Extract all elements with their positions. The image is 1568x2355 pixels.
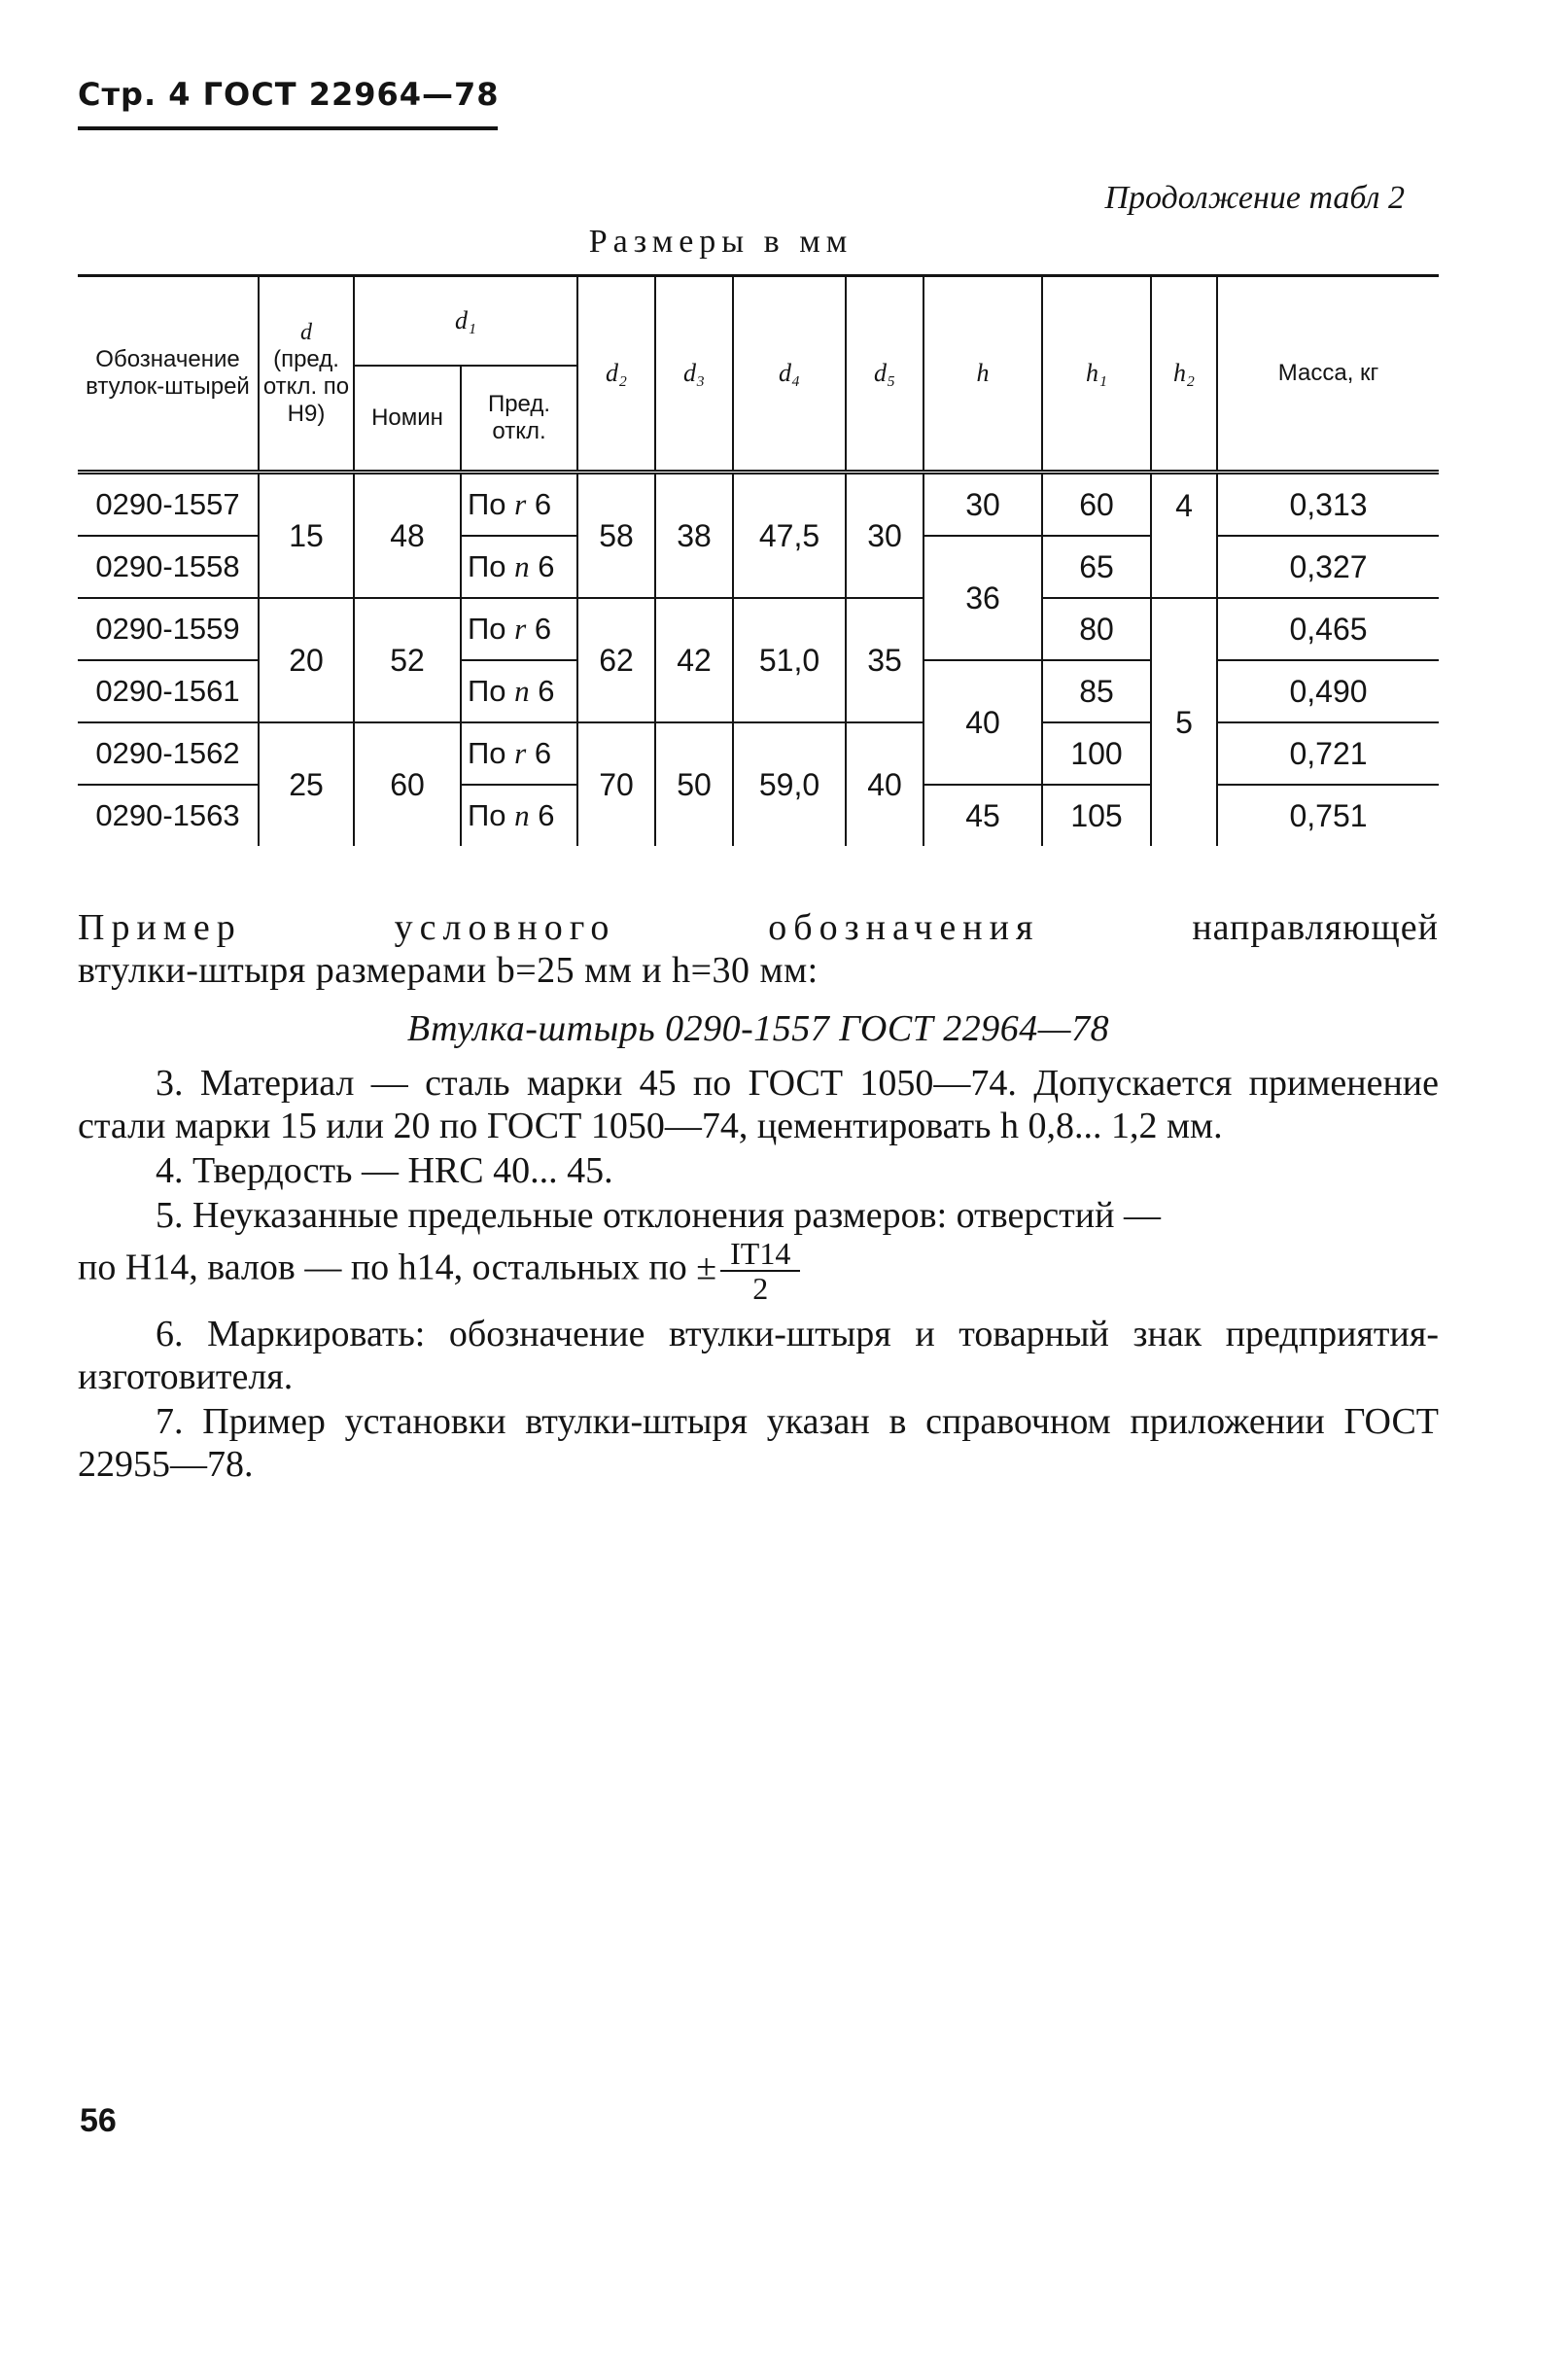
dev-number: 6: [534, 612, 552, 646]
dev-letter: r: [514, 487, 527, 521]
dev-letter: n: [514, 798, 530, 832]
mass-cell: 0,490: [1217, 660, 1439, 722]
dev-prefix: По: [468, 612, 506, 646]
d4-cell: 51,0: [733, 598, 846, 722]
example-line-2: втулки-штыря размерами b=25 мм и h=30 мм:: [78, 950, 819, 991]
d-cell: 25: [259, 722, 354, 846]
item-material: 3. Материал — сталь марки 45 по ГОСТ 1050—74. Допускается применение стали марки 15 или 20 по ГОСТ 1050—74, цементировать h 0,8... 1,2 мм.: [78, 1063, 1439, 1146]
table-row: [78, 473, 1439, 537]
d5-cell: 30: [846, 473, 923, 599]
page-header: Стр. 4 ГОСТ 22964—78: [78, 76, 500, 113]
requirements-list: [78, 1062, 1439, 1488]
d1-nominal-cell: 52: [354, 598, 461, 722]
mass-cell: 0,751: [1217, 785, 1439, 846]
example-word: направляющей: [1192, 907, 1439, 948]
designation-example: [78, 906, 1439, 1050]
designation-cell: 0290-1558: [78, 536, 259, 598]
d1-deviation-cell: [461, 536, 577, 598]
h-cell: 45: [923, 785, 1042, 846]
dev-prefix: По: [468, 549, 506, 583]
mass-cell: 0,465: [1217, 598, 1439, 660]
dev-letter: n: [514, 549, 530, 583]
example-word: обозначения: [768, 907, 1040, 948]
dev-number: 6: [534, 487, 552, 521]
header-d-note: (пред. откл. по H9): [262, 346, 350, 427]
d1-deviation-cell: [461, 598, 577, 660]
header-d-symbol: d: [300, 319, 312, 345]
d3-cell: 38: [655, 473, 733, 599]
d1-deviation-cell: [461, 660, 577, 722]
fraction-numerator: IT14: [720, 1237, 800, 1272]
tolerances-line-1: 5. Неуказанные предельные отклонения размеров: отверстий —: [156, 1195, 1161, 1236]
item-tolerances-cont: [78, 1237, 1439, 1305]
fraction: [720, 1237, 800, 1305]
h-cell: 40: [923, 660, 1042, 785]
dev-prefix: По: [468, 674, 506, 708]
dev-prefix: По: [468, 798, 506, 832]
designation-cell: 0290-1557: [78, 473, 259, 537]
h-cell: 30: [923, 473, 1042, 537]
dev-prefix: По: [468, 736, 506, 770]
header-d: [259, 276, 354, 473]
d4-cell: 47,5: [733, 473, 846, 599]
header-h: h: [923, 276, 1042, 473]
designation-cell: 0290-1559: [78, 598, 259, 660]
example-word: Пример: [78, 907, 242, 948]
d-cell: 15: [259, 473, 354, 599]
designation-cell: 0290-1562: [78, 722, 259, 785]
example-line-1: [78, 906, 1439, 949]
h1-cell: 80: [1042, 598, 1151, 660]
d2-cell: 58: [577, 473, 655, 599]
dimensions-table: [78, 274, 1439, 846]
designation-cell: 0290-1561: [78, 660, 259, 722]
d3-cell: 50: [655, 722, 733, 846]
example-designation-code: Втулка-штырь 0290-1557 ГОСТ 22964—78: [406, 1008, 1110, 1049]
h1-cell: 85: [1042, 660, 1151, 722]
header-h1: h₁: [1042, 276, 1151, 473]
h1-cell: 60: [1042, 473, 1151, 537]
d1-deviation-cell: [461, 722, 577, 785]
dev-number: 6: [538, 798, 555, 832]
dev-number: 6: [534, 736, 552, 770]
h2-cell: 4: [1151, 473, 1217, 599]
d1-deviation-cell: [461, 785, 577, 846]
h1-cell: 100: [1042, 722, 1151, 785]
h2-cell: 5: [1151, 598, 1217, 846]
header-d4: d₄: [733, 276, 846, 473]
units-label: [0, 224, 1568, 261]
header-d5: d₅: [846, 276, 923, 473]
header-d1-nominal: Номин: [354, 366, 461, 473]
h1-cell: 105: [1042, 785, 1151, 846]
table-row: [78, 598, 1439, 660]
dev-number: 6: [538, 549, 555, 583]
tolerances-line-2: по H14, валов — по h14, остальных по ±: [78, 1247, 717, 1288]
item-hardness: 4. Твердость — HRC 40... 45.: [156, 1150, 613, 1191]
header-rule: [78, 126, 498, 130]
dev-letter: n: [514, 674, 530, 708]
mass-cell: 0,313: [1217, 473, 1439, 537]
mass-cell: 0,721: [1217, 722, 1439, 785]
designation-cell: 0290-1563: [95, 798, 240, 832]
page-number: 56: [80, 2102, 117, 2139]
item-installation: 7. Пример установки втулки-штыря указан в справочном приложении ГОСТ 22955—78.: [78, 1401, 1439, 1485]
d2-cell: 62: [577, 598, 655, 722]
item-tolerances: [78, 1194, 1439, 1237]
dev-letter: r: [514, 612, 527, 646]
item-marking: 6. Маркировать: обозначение втулки-штыря и товарный знак предприятия-изготовителя.: [78, 1314, 1439, 1397]
h-cell: 36: [923, 536, 1042, 660]
d1-deviation-cell: [461, 473, 577, 537]
table-continuation-label: Продолжение табл 2: [1104, 180, 1405, 216]
d4-cell: 59,0: [733, 722, 846, 846]
example-word: условного: [394, 907, 616, 948]
d2-cell: 70: [577, 722, 655, 846]
header-designation: Обозначение втулок-штырей: [78, 276, 259, 473]
dev-number: 6: [538, 674, 555, 708]
header-d3: d₃: [655, 276, 733, 473]
dev-prefix: По: [468, 487, 506, 521]
dev-letter: r: [514, 736, 527, 770]
header-d1-deviation: Пред. откл.: [461, 366, 577, 473]
h1-cell: 65: [1042, 536, 1151, 598]
fraction-denominator: 2: [752, 1271, 769, 1306]
header-mass: Масса, кг: [1217, 276, 1439, 473]
header-h2: h₂: [1151, 276, 1217, 473]
d1-nominal-cell: 48: [354, 473, 461, 599]
mass-cell: 0,327: [1217, 536, 1439, 598]
d-cell: 20: [259, 598, 354, 722]
d5-cell: 40: [846, 722, 923, 846]
units-label-text: Размеры в мм: [588, 224, 854, 260]
table-row: [78, 722, 1439, 785]
d3-cell: 42: [655, 598, 733, 722]
d1-nominal-cell: 60: [354, 722, 461, 846]
d5-cell: 35: [846, 598, 923, 722]
header-d1: d₁: [354, 276, 577, 366]
header-d2: d₂: [577, 276, 655, 473]
